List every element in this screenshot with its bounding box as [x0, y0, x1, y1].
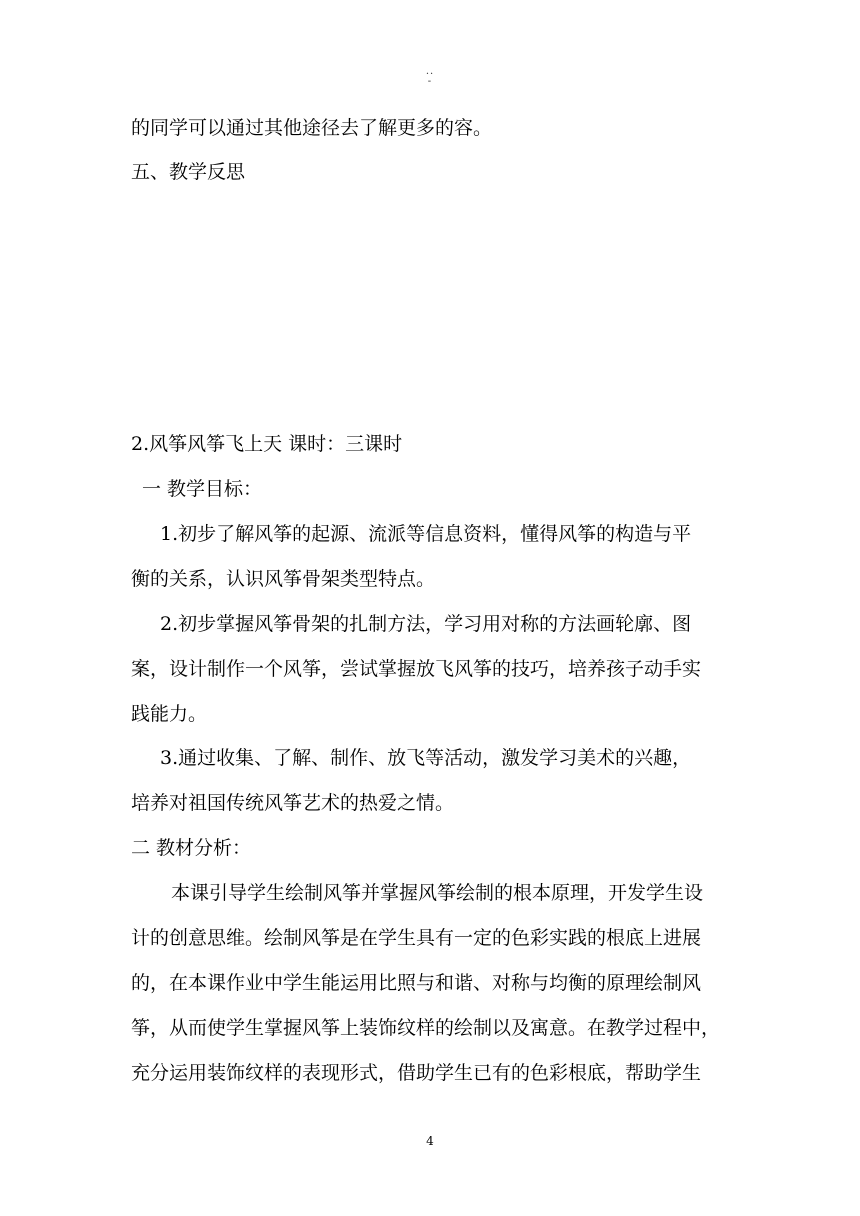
lesson-title: 2.风筝风筝飞上天 课时：三课时 [131, 433, 403, 455]
objective-2-line: 践能力。 [131, 703, 208, 725]
objective-1-line: 衡的关系，认识风筝骨架类型特点。 [131, 568, 436, 590]
paragraph-line: 的同学可以通过其他途径去了解更多的容。 [131, 117, 493, 139]
objective-2-line: 2.初步掌握风筝骨架的扎制方法，学习用对称的方法画轮廓、图 [160, 613, 692, 635]
analysis-paragraph-line: 计的创意思维。绘制风筝是在学生具有一定的色彩实践的根底上进展 [131, 927, 702, 949]
section-heading-reflection: 五、教学反思 [131, 161, 246, 183]
header-top-mark: .. [425, 66, 435, 77]
analysis-paragraph-line: 充分运用装饰纹样的表现形式，借助学生已有的色彩根底，帮助学生 [131, 1062, 702, 1084]
analysis-paragraph-line: 的，在本课作业中学生能运用比照与和谐、对称与均衡的原理绘制风 [131, 972, 702, 994]
objective-3-line: 3.通过收集、了解、制作、放飞等活动，激发学习美术的兴趣， [160, 747, 692, 769]
objective-2-line: 案，设计制作一个风筝，尝试掌握放飞风筝的技巧，培养孩子动手实 [131, 658, 702, 680]
section-heading-analysis: 二 教材分析： [131, 837, 252, 859]
section-heading-objectives: 一 教学目标： [142, 478, 263, 500]
page-number: 4 [426, 1134, 434, 1148]
analysis-paragraph-line: 本课引导学生绘制风筝并掌握风筝绘制的根本原理，开发学生设 [171, 882, 704, 904]
analysis-paragraph-line: 筝，从而使学生掌握风筝上装饰纹样的绘制以及寓意。在教学过程中， [131, 1017, 721, 1039]
header-bottom-mark: - [427, 76, 433, 87]
page-header [0, 66, 860, 86]
objective-3-line: 培养对祖国传统风筝艺术的热爱之情。 [131, 792, 455, 814]
objective-1-line: 1.初步了解风筝的起源、流派等信息资料，懂得风筝的构造与平 [160, 523, 692, 545]
